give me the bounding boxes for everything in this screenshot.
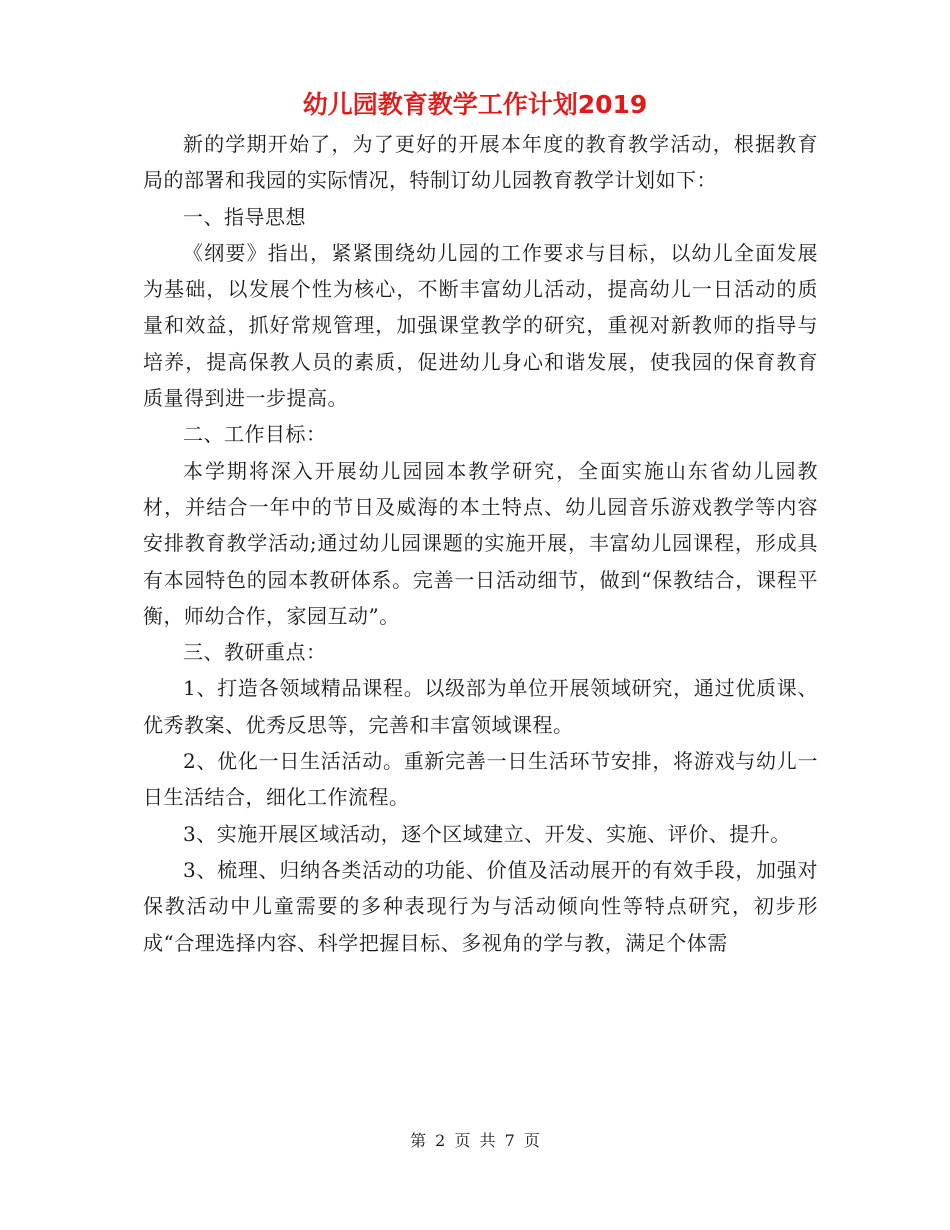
paragraph-work-goals: 本学期将深入开展幼儿园园本教学研究，全面实施山东省幼儿园教材，并结合一年中的节日及威海的本土特点、幼儿园音乐游戏教学等内容安排教育教学活动;通过幼儿园课题的实施开展，丰富幼儿园课程，形成具有本园特色的园本教研体系。完善一日活动细节，做到“保教结合，课程平衡，师幼合作，家园互动”。	[143, 458, 818, 628]
list-item-focus-3b: 3、梳理、归纳各类活动的功能、价值及活动展开的有效手段，加强对保教活动中儿童需要的多种表现行为与活动倾向性等特点研究，初步形成“合理选择内容、科学把握目标、多视角的学与教，满足个体需	[143, 857, 818, 955]
document-title: 幼儿园教育教学工作计划2019	[302, 90, 648, 119]
page-number-footer: 第 2 页 共 7 页	[410, 1131, 540, 1150]
section-heading-work-goals: 二、工作目标：	[183, 422, 327, 447]
paragraph-intro: 新的学期开始了，为了更好的开展本年度的教育教学活动，根据教育局的部署和我园的实际情况，特制订幼儿园教育教学计划如下：	[143, 132, 818, 193]
document-body	[143, 126, 818, 961]
list-item-focus-3: 3、实施开展区域活动，逐个区域建立、开发、实施、评价、提升。	[183, 821, 791, 846]
list-item-focus-1: 1、打造各领域精品课程。以级部为单位开展领域研究，通过优质课、优秀教案、优秀反思等，完善和丰富领域课程。	[143, 676, 818, 737]
section-heading-research-focus: 三、教研重点：	[183, 640, 327, 665]
list-item-focus-2: 2、优化一日生活活动。重新完善一日生活环节安排，将游戏与幼儿一日生活结合，细化工作流程。	[143, 749, 818, 810]
paragraph-guiding-thought: 《纲要》指出，紧紧围绕幼儿园的工作要求与目标，以幼儿全面发展为基础，以发展个性为核心，不断丰富幼儿活动，提高幼儿一日活动的质量和效益，抓好常规管理，加强课堂教学的研究，重视对新教师的指导与培养，提高保教人员的素质，促进幼儿身心和谐发展，使我园的保育教育质量得到进一步提高。	[143, 240, 818, 411]
section-heading-guiding-thought: 一、指导思想	[183, 204, 306, 229]
